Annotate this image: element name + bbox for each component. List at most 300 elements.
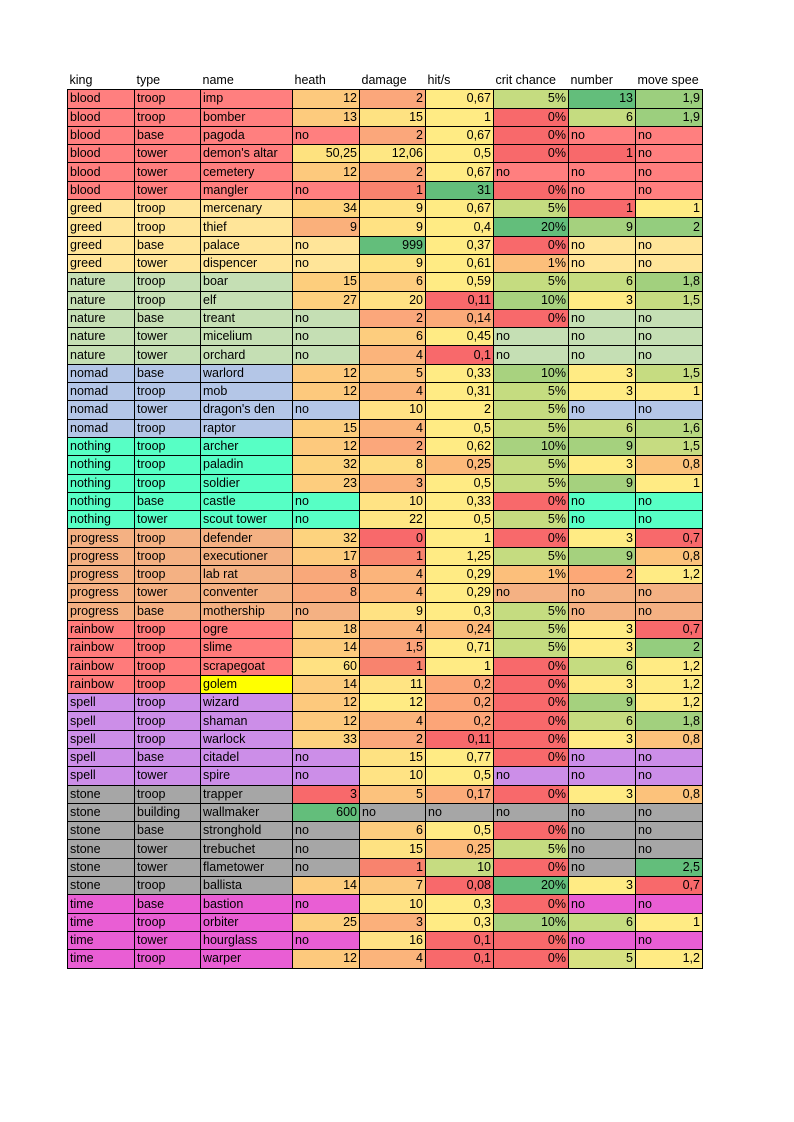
damage-cell[interactable]: 10 <box>360 492 426 510</box>
damage-cell[interactable]: 7 <box>360 877 426 895</box>
crit-chance-cell[interactable]: 0% <box>494 931 569 949</box>
crit-chance-cell[interactable]: 5% <box>494 620 569 638</box>
move-speed-cell[interactable]: no <box>636 309 703 327</box>
move-speed-cell[interactable]: no <box>636 126 703 144</box>
damage-cell[interactable]: 2 <box>360 126 426 144</box>
move-speed-cell[interactable]: 1,2 <box>636 675 703 693</box>
type-cell[interactable]: troop <box>135 218 201 236</box>
type-cell[interactable]: base <box>135 602 201 620</box>
type-cell[interactable]: tower <box>135 767 201 785</box>
number-cell[interactable]: no <box>569 822 636 840</box>
king-cell[interactable]: nothing <box>68 492 135 510</box>
heath-cell[interactable]: 15 <box>293 419 360 437</box>
type-cell[interactable]: troop <box>135 694 201 712</box>
hits-cell[interactable]: 1,25 <box>426 547 494 565</box>
crit-chance-cell[interactable]: 10% <box>494 291 569 309</box>
type-cell[interactable]: tower <box>135 584 201 602</box>
type-cell[interactable]: troop <box>135 200 201 218</box>
name-cell[interactable]: spire <box>201 767 293 785</box>
type-cell[interactable]: tower <box>135 181 201 199</box>
crit-chance-cell[interactable]: 5% <box>494 419 569 437</box>
type-cell[interactable]: base <box>135 895 201 913</box>
type-cell[interactable]: troop <box>135 620 201 638</box>
king-cell[interactable]: progress <box>68 566 135 584</box>
hits-cell[interactable]: 0,67 <box>426 90 494 108</box>
move-speed-cell[interactable]: 1,8 <box>636 273 703 291</box>
type-cell[interactable]: troop <box>135 90 201 108</box>
heath-cell[interactable]: no <box>293 328 360 346</box>
damage-cell[interactable]: 4 <box>360 620 426 638</box>
heath-cell[interactable]: 25 <box>293 913 360 931</box>
damage-cell[interactable]: 4 <box>360 383 426 401</box>
move-speed-cell[interactable]: 2 <box>636 218 703 236</box>
name-cell[interactable]: paladin <box>201 456 293 474</box>
number-cell[interactable]: no <box>569 931 636 949</box>
hits-cell[interactable]: 0,2 <box>426 712 494 730</box>
heath-cell[interactable]: 12 <box>293 950 360 968</box>
heath-cell[interactable]: 12 <box>293 90 360 108</box>
move-speed-cell[interactable]: 1 <box>636 913 703 931</box>
type-cell[interactable]: troop <box>135 437 201 455</box>
move-speed-cell[interactable]: 1,5 <box>636 364 703 382</box>
crit-chance-cell[interactable]: 0% <box>494 145 569 163</box>
header-hits[interactable]: hit/s <box>427 73 451 88</box>
name-cell[interactable]: orbiter <box>201 913 293 931</box>
hits-cell[interactable]: 0,25 <box>426 456 494 474</box>
damage-cell[interactable]: 999 <box>360 236 426 254</box>
number-cell[interactable]: no <box>569 511 636 529</box>
heath-cell[interactable]: 60 <box>293 657 360 675</box>
type-cell[interactable]: tower <box>135 145 201 163</box>
heath-cell[interactable]: no <box>293 181 360 199</box>
heath-cell[interactable]: no <box>293 236 360 254</box>
move-speed-cell[interactable]: no <box>636 492 703 510</box>
number-cell[interactable]: 6 <box>569 657 636 675</box>
king-cell[interactable]: time <box>68 913 135 931</box>
number-cell[interactable]: 3 <box>569 456 636 474</box>
number-cell[interactable]: no <box>569 163 636 181</box>
hits-cell[interactable]: 0,17 <box>426 785 494 803</box>
damage-cell[interactable]: 4 <box>360 950 426 968</box>
crit-chance-cell[interactable]: no <box>494 767 569 785</box>
crit-chance-cell[interactable]: 0% <box>494 126 569 144</box>
damage-cell[interactable]: 2 <box>360 309 426 327</box>
damage-cell[interactable]: 4 <box>360 346 426 364</box>
crit-chance-cell[interactable]: 5% <box>494 200 569 218</box>
type-cell[interactable]: troop <box>135 273 201 291</box>
move-speed-cell[interactable]: 1,2 <box>636 694 703 712</box>
hits-cell[interactable]: 0,62 <box>426 437 494 455</box>
number-cell[interactable]: no <box>569 748 636 766</box>
heath-cell[interactable]: 8 <box>293 584 360 602</box>
heath-cell[interactable]: 12 <box>293 383 360 401</box>
hits-cell[interactable]: 0,33 <box>426 364 494 382</box>
king-cell[interactable]: nature <box>68 273 135 291</box>
hits-cell[interactable]: 0,24 <box>426 620 494 638</box>
type-cell[interactable]: troop <box>135 456 201 474</box>
heath-cell[interactable]: 12 <box>293 163 360 181</box>
damage-cell[interactable]: 10 <box>360 401 426 419</box>
damage-cell[interactable]: 11 <box>360 675 426 693</box>
king-cell[interactable]: time <box>68 950 135 968</box>
number-cell[interactable]: no <box>569 236 636 254</box>
move-speed-cell[interactable]: 1 <box>636 200 703 218</box>
hits-cell[interactable]: 0,59 <box>426 273 494 291</box>
damage-cell[interactable]: 22 <box>360 511 426 529</box>
type-cell[interactable]: troop <box>135 529 201 547</box>
king-cell[interactable]: nomad <box>68 419 135 437</box>
hits-cell[interactable]: 0,5 <box>426 822 494 840</box>
name-cell[interactable]: dispencer <box>201 254 293 272</box>
name-cell[interactable]: dragon's den <box>201 401 293 419</box>
damage-cell[interactable]: 15 <box>360 840 426 858</box>
number-cell[interactable]: no <box>569 803 636 821</box>
crit-chance-cell[interactable]: 0% <box>494 730 569 748</box>
name-cell[interactable]: bastion <box>201 895 293 913</box>
name-cell[interactable]: wallmaker <box>201 803 293 821</box>
number-cell[interactable]: 3 <box>569 639 636 657</box>
crit-chance-cell[interactable]: 0% <box>494 529 569 547</box>
type-cell[interactable]: troop <box>135 566 201 584</box>
king-cell[interactable]: blood <box>68 126 135 144</box>
heath-cell[interactable]: no <box>293 602 360 620</box>
heath-cell[interactable]: 50,25 <box>293 145 360 163</box>
king-cell[interactable]: progress <box>68 602 135 620</box>
damage-cell[interactable]: 9 <box>360 254 426 272</box>
name-cell[interactable]: executioner <box>201 547 293 565</box>
number-cell[interactable]: 6 <box>569 419 636 437</box>
damage-cell[interactable]: 2 <box>360 163 426 181</box>
heath-cell[interactable]: 12 <box>293 437 360 455</box>
heath-cell[interactable]: no <box>293 309 360 327</box>
name-cell[interactable]: flametower <box>201 858 293 876</box>
heath-cell[interactable]: 12 <box>293 364 360 382</box>
number-cell[interactable]: no <box>569 328 636 346</box>
number-cell[interactable]: no <box>569 840 636 858</box>
name-cell[interactable]: trebuchet <box>201 840 293 858</box>
crit-chance-cell[interactable]: 20% <box>494 877 569 895</box>
heath-cell[interactable]: 14 <box>293 675 360 693</box>
name-cell[interactable]: shaman <box>201 712 293 730</box>
type-cell[interactable]: base <box>135 822 201 840</box>
move-speed-cell[interactable]: 2,5 <box>636 858 703 876</box>
move-speed-cell[interactable]: no <box>636 822 703 840</box>
hits-cell[interactable]: 0,31 <box>426 383 494 401</box>
damage-cell[interactable]: 10 <box>360 767 426 785</box>
number-cell[interactable]: 9 <box>569 218 636 236</box>
king-cell[interactable]: blood <box>68 145 135 163</box>
heath-cell[interactable]: no <box>293 748 360 766</box>
heath-cell[interactable]: 32 <box>293 456 360 474</box>
move-speed-cell[interactable]: 0,8 <box>636 547 703 565</box>
hits-cell[interactable]: no <box>426 803 494 821</box>
type-cell[interactable]: troop <box>135 291 201 309</box>
damage-cell[interactable]: 6 <box>360 822 426 840</box>
type-cell[interactable]: troop <box>135 639 201 657</box>
header-number[interactable]: number <box>570 73 613 88</box>
crit-chance-cell[interactable]: 5% <box>494 90 569 108</box>
name-cell[interactable]: conventer <box>201 584 293 602</box>
hits-cell[interactable]: 0,5 <box>426 511 494 529</box>
hits-cell[interactable]: 0,29 <box>426 584 494 602</box>
number-cell[interactable]: 9 <box>569 547 636 565</box>
hits-cell[interactable]: 0,33 <box>426 492 494 510</box>
heath-cell[interactable]: no <box>293 492 360 510</box>
type-cell[interactable]: troop <box>135 785 201 803</box>
name-cell[interactable]: soldier <box>201 474 293 492</box>
move-speed-cell[interactable]: 1,5 <box>636 291 703 309</box>
name-cell[interactable]: scrapegoat <box>201 657 293 675</box>
damage-cell[interactable]: 2 <box>360 437 426 455</box>
type-cell[interactable]: building <box>135 803 201 821</box>
name-cell[interactable]: trapper <box>201 785 293 803</box>
king-cell[interactable]: rainbow <box>68 620 135 638</box>
header-king[interactable]: king <box>69 73 93 88</box>
move-speed-cell[interactable]: no <box>636 931 703 949</box>
heath-cell[interactable]: 17 <box>293 547 360 565</box>
name-cell[interactable]: slime <box>201 639 293 657</box>
heath-cell[interactable]: 14 <box>293 639 360 657</box>
name-cell[interactable]: castle <box>201 492 293 510</box>
number-cell[interactable]: no <box>569 346 636 364</box>
hits-cell[interactable]: 0,1 <box>426 931 494 949</box>
move-speed-cell[interactable]: 0,7 <box>636 529 703 547</box>
hits-cell[interactable]: 0,67 <box>426 163 494 181</box>
hits-cell[interactable]: 1 <box>426 529 494 547</box>
number-cell[interactable]: 6 <box>569 108 636 126</box>
king-cell[interactable]: nothing <box>68 474 135 492</box>
crit-chance-cell[interactable]: 5% <box>494 273 569 291</box>
move-speed-cell[interactable]: no <box>636 895 703 913</box>
number-cell[interactable]: no <box>569 858 636 876</box>
damage-cell[interactable]: 2 <box>360 730 426 748</box>
type-cell[interactable]: troop <box>135 547 201 565</box>
damage-cell[interactable]: 1 <box>360 657 426 675</box>
heath-cell[interactable]: no <box>293 511 360 529</box>
crit-chance-cell[interactable]: 1% <box>494 254 569 272</box>
name-cell[interactable]: orchard <box>201 346 293 364</box>
heath-cell[interactable]: 34 <box>293 200 360 218</box>
heath-cell[interactable]: 12 <box>293 712 360 730</box>
type-cell[interactable]: troop <box>135 675 201 693</box>
header-type[interactable]: type <box>136 73 161 88</box>
move-speed-cell[interactable]: no <box>636 236 703 254</box>
crit-chance-cell[interactable]: 5% <box>494 602 569 620</box>
heath-cell[interactable]: no <box>293 822 360 840</box>
name-cell[interactable]: defender <box>201 529 293 547</box>
heath-cell[interactable]: no <box>293 895 360 913</box>
number-cell[interactable]: no <box>569 584 636 602</box>
name-cell[interactable]: warlock <box>201 730 293 748</box>
king-cell[interactable]: nothing <box>68 437 135 455</box>
crit-chance-cell[interactable]: 0% <box>494 712 569 730</box>
hits-cell[interactable]: 0,71 <box>426 639 494 657</box>
type-cell[interactable]: base <box>135 364 201 382</box>
crit-chance-cell[interactable]: 5% <box>494 511 569 529</box>
king-cell[interactable]: blood <box>68 108 135 126</box>
move-speed-cell[interactable]: no <box>636 584 703 602</box>
move-speed-cell[interactable]: 1,9 <box>636 108 703 126</box>
name-cell[interactable]: bomber <box>201 108 293 126</box>
type-cell[interactable]: tower <box>135 346 201 364</box>
heath-cell[interactable]: 27 <box>293 291 360 309</box>
heath-cell[interactable]: no <box>293 931 360 949</box>
hits-cell[interactable]: 31 <box>426 181 494 199</box>
name-cell[interactable]: warper <box>201 950 293 968</box>
king-cell[interactable]: greed <box>68 200 135 218</box>
king-cell[interactable]: nature <box>68 291 135 309</box>
king-cell[interactable]: progress <box>68 529 135 547</box>
move-speed-cell[interactable]: no <box>636 145 703 163</box>
number-cell[interactable]: 6 <box>569 712 636 730</box>
heath-cell[interactable]: 8 <box>293 566 360 584</box>
header-crit-chance[interactable]: crit chance <box>495 73 556 88</box>
damage-cell[interactable]: 2 <box>360 90 426 108</box>
hits-cell[interactable]: 0,14 <box>426 309 494 327</box>
type-cell[interactable]: troop <box>135 108 201 126</box>
heath-cell[interactable]: no <box>293 254 360 272</box>
damage-cell[interactable]: 3 <box>360 474 426 492</box>
number-cell[interactable]: 3 <box>569 529 636 547</box>
crit-chance-cell[interactable]: 0% <box>494 822 569 840</box>
king-cell[interactable]: nomad <box>68 364 135 382</box>
king-cell[interactable]: nomad <box>68 401 135 419</box>
type-cell[interactable]: troop <box>135 419 201 437</box>
type-cell[interactable]: base <box>135 236 201 254</box>
king-cell[interactable]: stone <box>68 858 135 876</box>
name-cell[interactable]: warlord <box>201 364 293 382</box>
hits-cell[interactable]: 0,5 <box>426 474 494 492</box>
damage-cell[interactable]: 9 <box>360 218 426 236</box>
hits-cell[interactable]: 0,77 <box>426 748 494 766</box>
king-cell[interactable]: blood <box>68 90 135 108</box>
move-speed-cell[interactable]: no <box>636 767 703 785</box>
damage-cell[interactable]: 9 <box>360 200 426 218</box>
type-cell[interactable]: troop <box>135 950 201 968</box>
move-speed-cell[interactable]: 1,6 <box>636 419 703 437</box>
crit-chance-cell[interactable]: 5% <box>494 840 569 858</box>
damage-cell[interactable]: 1 <box>360 547 426 565</box>
king-cell[interactable]: rainbow <box>68 657 135 675</box>
hits-cell[interactable]: 0,3 <box>426 602 494 620</box>
heath-cell[interactable]: 32 <box>293 529 360 547</box>
number-cell[interactable]: 3 <box>569 877 636 895</box>
king-cell[interactable]: stone <box>68 840 135 858</box>
move-speed-cell[interactable]: no <box>636 328 703 346</box>
number-cell[interactable]: no <box>569 492 636 510</box>
king-cell[interactable]: rainbow <box>68 675 135 693</box>
king-cell[interactable]: stone <box>68 822 135 840</box>
header-heath[interactable]: heath <box>294 73 326 88</box>
king-cell[interactable]: greed <box>68 254 135 272</box>
hits-cell[interactable]: 1 <box>426 108 494 126</box>
crit-chance-cell[interactable]: 0% <box>494 675 569 693</box>
move-speed-cell[interactable]: 1 <box>636 383 703 401</box>
king-cell[interactable]: spell <box>68 767 135 785</box>
type-cell[interactable]: troop <box>135 712 201 730</box>
type-cell[interactable]: tower <box>135 254 201 272</box>
king-cell[interactable]: rainbow <box>68 639 135 657</box>
damage-cell[interactable]: 3 <box>360 913 426 931</box>
name-cell[interactable]: imp <box>201 90 293 108</box>
damage-cell[interactable]: 12 <box>360 694 426 712</box>
hits-cell[interactable]: 10 <box>426 858 494 876</box>
type-cell[interactable]: troop <box>135 877 201 895</box>
hits-cell[interactable]: 0,5 <box>426 419 494 437</box>
number-cell[interactable]: no <box>569 309 636 327</box>
type-cell[interactable]: base <box>135 492 201 510</box>
damage-cell[interactable]: 4 <box>360 566 426 584</box>
crit-chance-cell[interactable]: no <box>494 328 569 346</box>
hits-cell[interactable]: 0,11 <box>426 291 494 309</box>
king-cell[interactable]: blood <box>68 181 135 199</box>
crit-chance-cell[interactable]: 0% <box>494 108 569 126</box>
name-cell[interactable]: ballista <box>201 877 293 895</box>
hits-cell[interactable]: 2 <box>426 401 494 419</box>
type-cell[interactable]: tower <box>135 328 201 346</box>
crit-chance-cell[interactable]: 1% <box>494 566 569 584</box>
move-speed-cell[interactable]: no <box>636 346 703 364</box>
type-cell[interactable]: tower <box>135 401 201 419</box>
damage-cell[interactable]: 8 <box>360 456 426 474</box>
name-cell[interactable]: mercenary <box>201 200 293 218</box>
crit-chance-cell[interactable]: 10% <box>494 913 569 931</box>
heath-cell[interactable]: 9 <box>293 218 360 236</box>
name-cell[interactable]: micelium <box>201 328 293 346</box>
crit-chance-cell[interactable]: 10% <box>494 364 569 382</box>
crit-chance-cell[interactable]: 10% <box>494 437 569 455</box>
name-cell[interactable]: mangler <box>201 181 293 199</box>
name-cell[interactable]: cemetery <box>201 163 293 181</box>
damage-cell[interactable]: 4 <box>360 584 426 602</box>
hits-cell[interactable]: 0,2 <box>426 694 494 712</box>
name-cell[interactable]: scout tower <box>201 511 293 529</box>
hits-cell[interactable]: 0,3 <box>426 913 494 931</box>
heath-cell[interactable]: no <box>293 767 360 785</box>
heath-cell[interactable]: 15 <box>293 273 360 291</box>
damage-cell[interactable]: 6 <box>360 273 426 291</box>
crit-chance-cell[interactable]: 5% <box>494 474 569 492</box>
name-cell[interactable]: golem <box>201 675 293 693</box>
type-cell[interactable]: troop <box>135 913 201 931</box>
heath-cell[interactable]: 14 <box>293 877 360 895</box>
hits-cell[interactable]: 0,1 <box>426 346 494 364</box>
name-cell[interactable]: raptor <box>201 419 293 437</box>
hits-cell[interactable]: 0,3 <box>426 895 494 913</box>
name-cell[interactable]: pagoda <box>201 126 293 144</box>
name-cell[interactable]: palace <box>201 236 293 254</box>
heath-cell[interactable]: 33 <box>293 730 360 748</box>
hits-cell[interactable]: 0,11 <box>426 730 494 748</box>
crit-chance-cell[interactable]: no <box>494 163 569 181</box>
move-speed-cell[interactable]: 0,8 <box>636 785 703 803</box>
hits-cell[interactable]: 0,2 <box>426 675 494 693</box>
crit-chance-cell[interactable]: no <box>494 346 569 364</box>
number-cell[interactable]: 3 <box>569 620 636 638</box>
king-cell[interactable]: spell <box>68 712 135 730</box>
header-name[interactable]: name <box>202 73 234 88</box>
number-cell[interactable]: 3 <box>569 675 636 693</box>
damage-cell[interactable]: 5 <box>360 785 426 803</box>
hits-cell[interactable]: 0,08 <box>426 877 494 895</box>
hits-cell[interactable]: 0,45 <box>426 328 494 346</box>
crit-chance-cell[interactable]: 0% <box>494 181 569 199</box>
type-cell[interactable]: troop <box>135 657 201 675</box>
move-speed-cell[interactable]: no <box>636 840 703 858</box>
move-speed-cell[interactable]: no <box>636 254 703 272</box>
hits-cell[interactable]: 0,5 <box>426 145 494 163</box>
hits-cell[interactable]: 0,67 <box>426 200 494 218</box>
